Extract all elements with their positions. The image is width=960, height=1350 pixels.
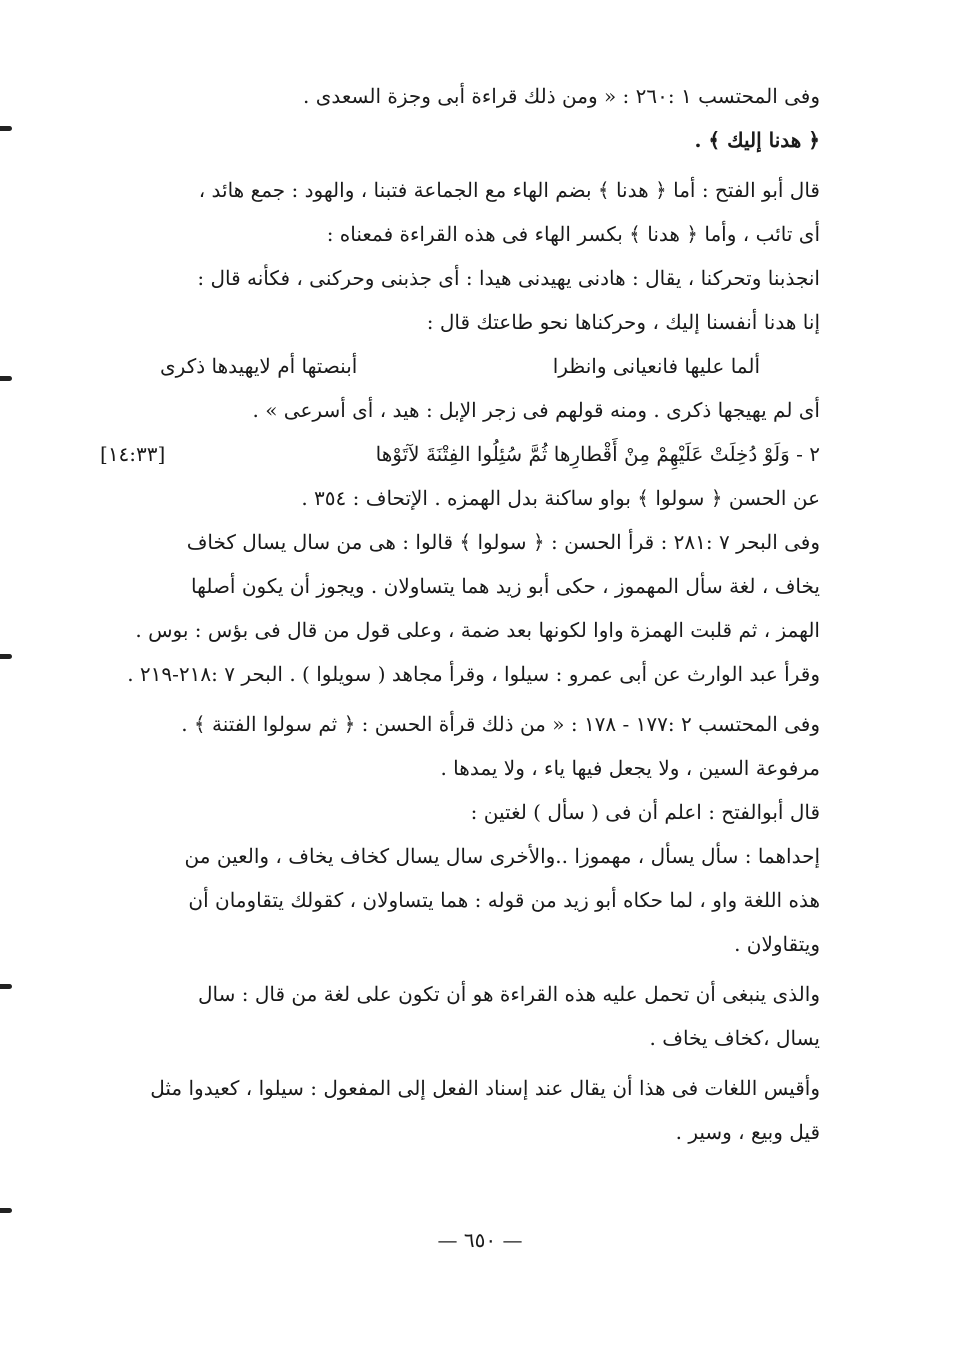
- text-line: قال أبو الفتح : أما ﴿ هدنا ﴾ بضم الهاء مع الجماعة فتبنا ، والهود : جمع هائد ،: [198, 178, 820, 202]
- quran-quote: ﴿ هدنا إليك ﴾ .: [694, 128, 820, 152]
- text-line: إحداهما : سأل يسأل ، مهموزا ..والأخرى سال يسال كخاف يخاف ، والعين من: [184, 844, 820, 868]
- edge-mark: [0, 126, 12, 131]
- edge-mark: [0, 984, 12, 989]
- text-line: هذه اللغة واو ، لما حكاه أبو زيد من قوله : هما يتساولان ، كقولك يتقاومان أن: [188, 888, 820, 912]
- text-line: والذى ينبغى أن تحمل عليه هذه القراءة هو أن تكون على لغة من قال : سال: [198, 982, 820, 1006]
- text-line: قال أبوالفتح : اعلم أن فى ( سأل ) لغتين :: [470, 800, 820, 824]
- edge-mark: [0, 1208, 12, 1213]
- quran-verse-row: [100, 432, 820, 476]
- poetry-verse: [100, 344, 820, 388]
- text-line: وفى البحر ٧ :٢٨١ : قرأ الحسن : ﴿ سولوا ﴾ قالوا : هى من سال يسال كخاف: [186, 530, 820, 554]
- text-line: ويتقاولان .: [734, 932, 820, 956]
- page-body: [100, 74, 820, 1154]
- verse-second-hemistich: أبنصتها أم لايهيدها ذكرى: [160, 354, 358, 378]
- verse-first-hemistich: ألما عليها فانعيانى وانظرا: [552, 354, 760, 378]
- text-line: الهمز ، ثم قلبت الهمزة واوا لكونها بعد ضمة ، وعلى قول من قال فى بؤس : بوس .: [135, 618, 820, 642]
- text-line: قيل وبيع ، وسير .: [675, 1120, 820, 1144]
- text-line: يخاف ، لغة سأل المهموز ، حكى أبو زيد هما يتساولان . ويجوز أن يكون أصلها: [191, 574, 820, 598]
- text-line: وفى المحتسب ١ :٢٦٠ : « ومن ذلك قراءة أبى وجزة السعدى .: [303, 84, 820, 108]
- edge-mark: [0, 654, 12, 659]
- text-line: إنا هدنا أنفسنا إليك ، وحركناها نحو طاعتك قال :: [426, 310, 820, 334]
- text-line: أى تائب ، وأما ﴿ هدنا ﴾ بكسر الهاء فى هذه القراءة فمعناه :: [326, 222, 820, 246]
- text-line: وأقيس اللغات فى هذا أن يقال عند إسناد الفعل إلى المفعول : سيلوا ، كعيدوا مثل: [150, 1076, 820, 1100]
- text-line: عن الحسن ﴿ سولوا ﴾ بواو ساكنة بدل الهمزه . الإتحاف : ٣٥٤ .: [301, 486, 820, 510]
- text-line: يسال ،كخاف يخاف .: [649, 1026, 820, 1050]
- text-line: وقرأ عبد الوارث عن أبى عمرو : سيلوا ، وقرأ مجاهد ( سويلوا ) . البحر ٧ :٢١٨-٢١٩ .: [127, 662, 820, 686]
- text-line: مرفوعة السين ، ولا يجعل فيها ياء ، ولا يمدها .: [440, 756, 820, 780]
- text-line: انجذبنا وتحركنا ، يقال : هادنى يهيدنى هيدا : أى جذبنى وحركنى ، فكأنه قال :: [197, 266, 820, 290]
- edge-mark: [0, 376, 12, 381]
- text-line: وفى المحتسب ٢ :١٧٧ - ١٧٨ : « من ذلك قرأة الحسن : ﴿ ثم سولوا الفتنة ﴾ .: [181, 712, 820, 736]
- page-number: — ٦٥٠ —: [437, 1228, 523, 1252]
- text-line: أى لم يهيجها ذكرى . ومنه قولهم فى زجر الإبل : هيد ، أى أسرعى » .: [252, 398, 820, 422]
- quran-verse: ٢ - وَلَوْ دُخِلَتْ عَلَيْهِمْ مِنْ أَقْطارِها ثُمَّ سُئِلُوا الفِتْنَةَ لآتَوْها: [375, 442, 820, 466]
- verse-reference: [١٤:٣٣]: [100, 442, 166, 466]
